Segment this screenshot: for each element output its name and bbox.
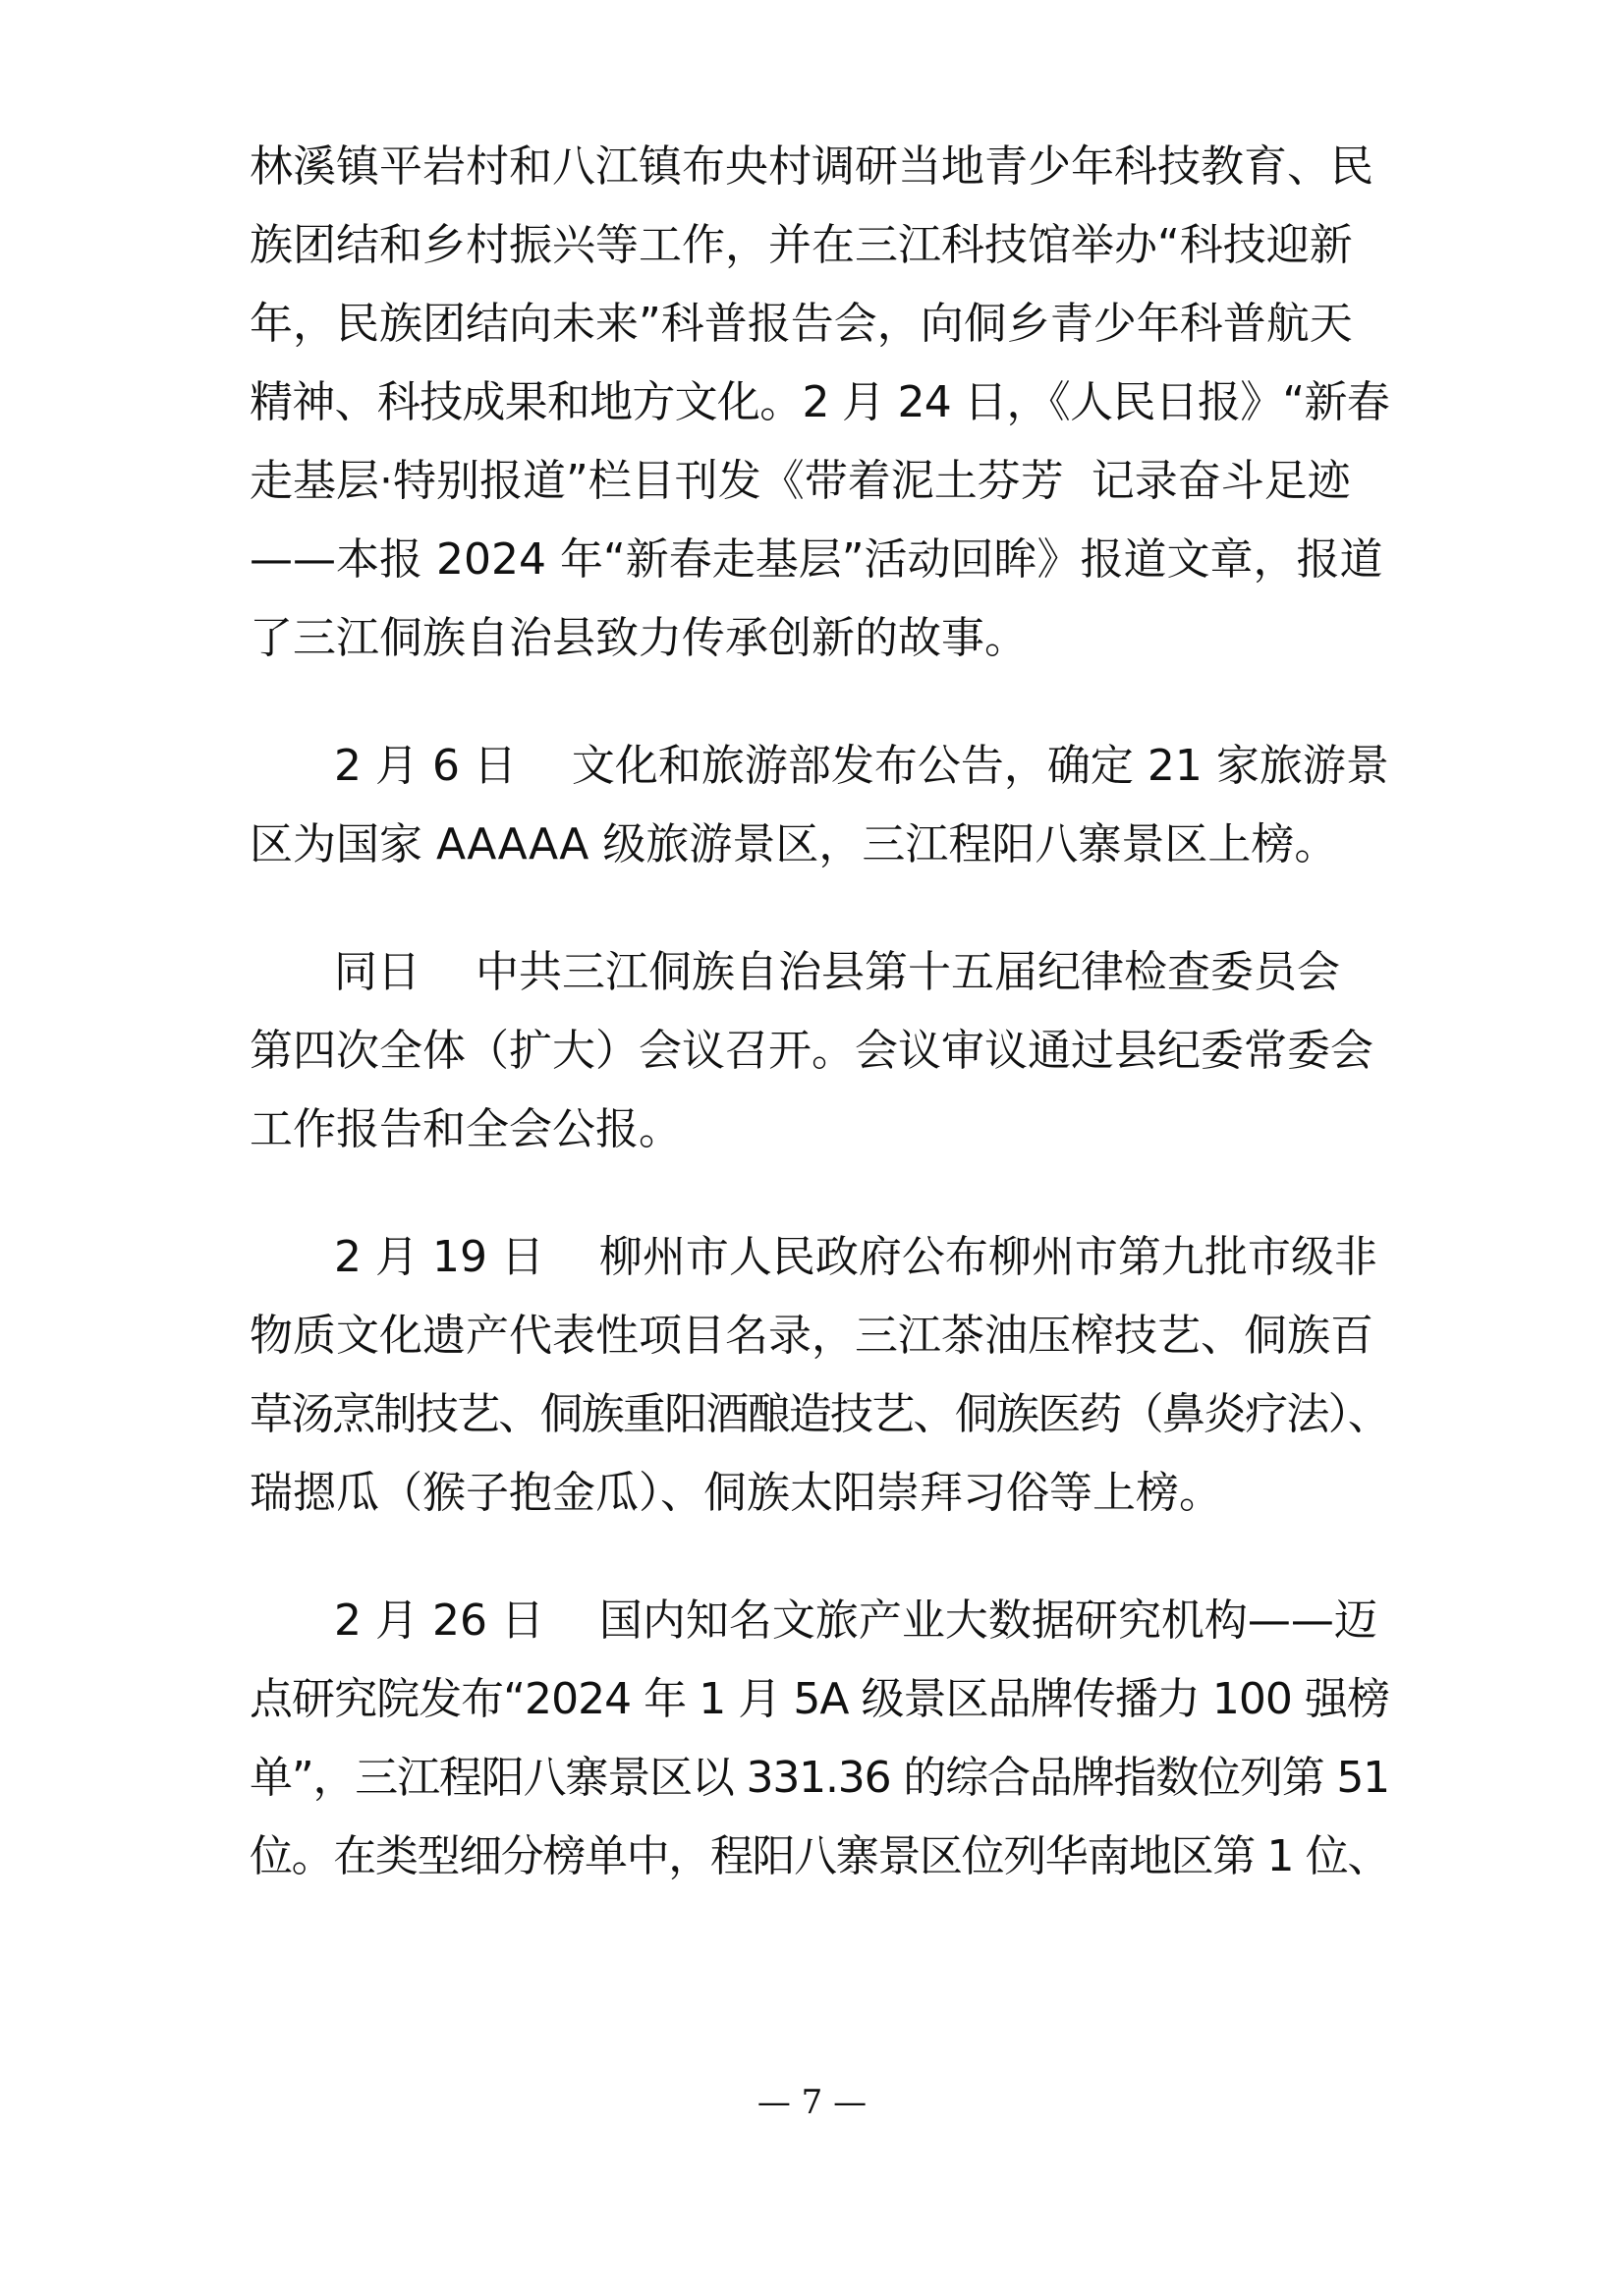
text-line: 族团结和乡村振兴等工作，并在三江科技馆举办“科技迎新 bbox=[250, 220, 1353, 270]
entry-first-line: 同日 中共三江侗族自治县第十五届纪律检查委员会 bbox=[334, 947, 1340, 997]
text-line: 区为国家 AAAAA 级旅游景区，三江程阳八寨景区上榜。 bbox=[250, 819, 1338, 869]
text-line: 第四次全体（扩大）会议召开。会议审议通过县纪委常委会 bbox=[250, 1026, 1373, 1076]
text-line: 年，民族团结向未来”科普报告会，向侗乡青少年科普航天 bbox=[250, 299, 1353, 349]
text-line: ——本报 2024 年“新春走基层”活动回眸》报道文章，报道 bbox=[250, 534, 1383, 585]
text-line: 工作报告和全会公报。 bbox=[250, 1104, 682, 1154]
text-line: 草汤烹制技艺、侗族重阳酒酿造技艺、侗族医药（鼻炎疗法）、 bbox=[250, 1389, 1389, 1439]
text-line: 了三江侗族自治县致力传承创新的故事。 bbox=[250, 613, 1028, 663]
text-line: 位。在类型细分榜单中，程阳八寨景区位列华南地区第 1 位、 bbox=[250, 1831, 1389, 1881]
text-line: 走基层·特别报道”栏目刊发《带着泥土芬芳 记录奋斗足迹 bbox=[250, 456, 1351, 506]
entry-first-line: 2 月 6 日 文化和旅游部发布公告，确定 21 家旅游景 bbox=[334, 741, 1389, 791]
text-line: 物质文化遗产代表性项目名录，三江茶油压榨技艺、侗族百 bbox=[250, 1311, 1373, 1361]
entry-first-line: 2 月 26 日 国内知名文旅产业大数据研究机构——迈 bbox=[334, 1596, 1377, 1646]
page-number: — 7 — bbox=[756, 2083, 868, 2122]
text-line: 林溪镇平岩村和八江镇布央村调研当地青少年科技教育、民 bbox=[250, 141, 1373, 192]
text-line: 单”，三江程阳八寨景区以 331.36 的综合品牌指数位列第 51 bbox=[250, 1753, 1389, 1803]
text-line: 点研究院发布“2024 年 1 月 5A 级景区品牌传播力 100 强榜 bbox=[250, 1674, 1389, 1724]
entry-first-line: 2 月 19 日 柳州市人民政府公布柳州市第九批市级非 bbox=[334, 1232, 1377, 1282]
text-line: 瑞摁瓜（猴子抱金瓜）、侗族太阳崇拜习俗等上榜。 bbox=[250, 1468, 1222, 1518]
text-line: 精神、科技成果和地方文化。2 月 24 日，《人民日报》“新春 bbox=[250, 377, 1390, 427]
